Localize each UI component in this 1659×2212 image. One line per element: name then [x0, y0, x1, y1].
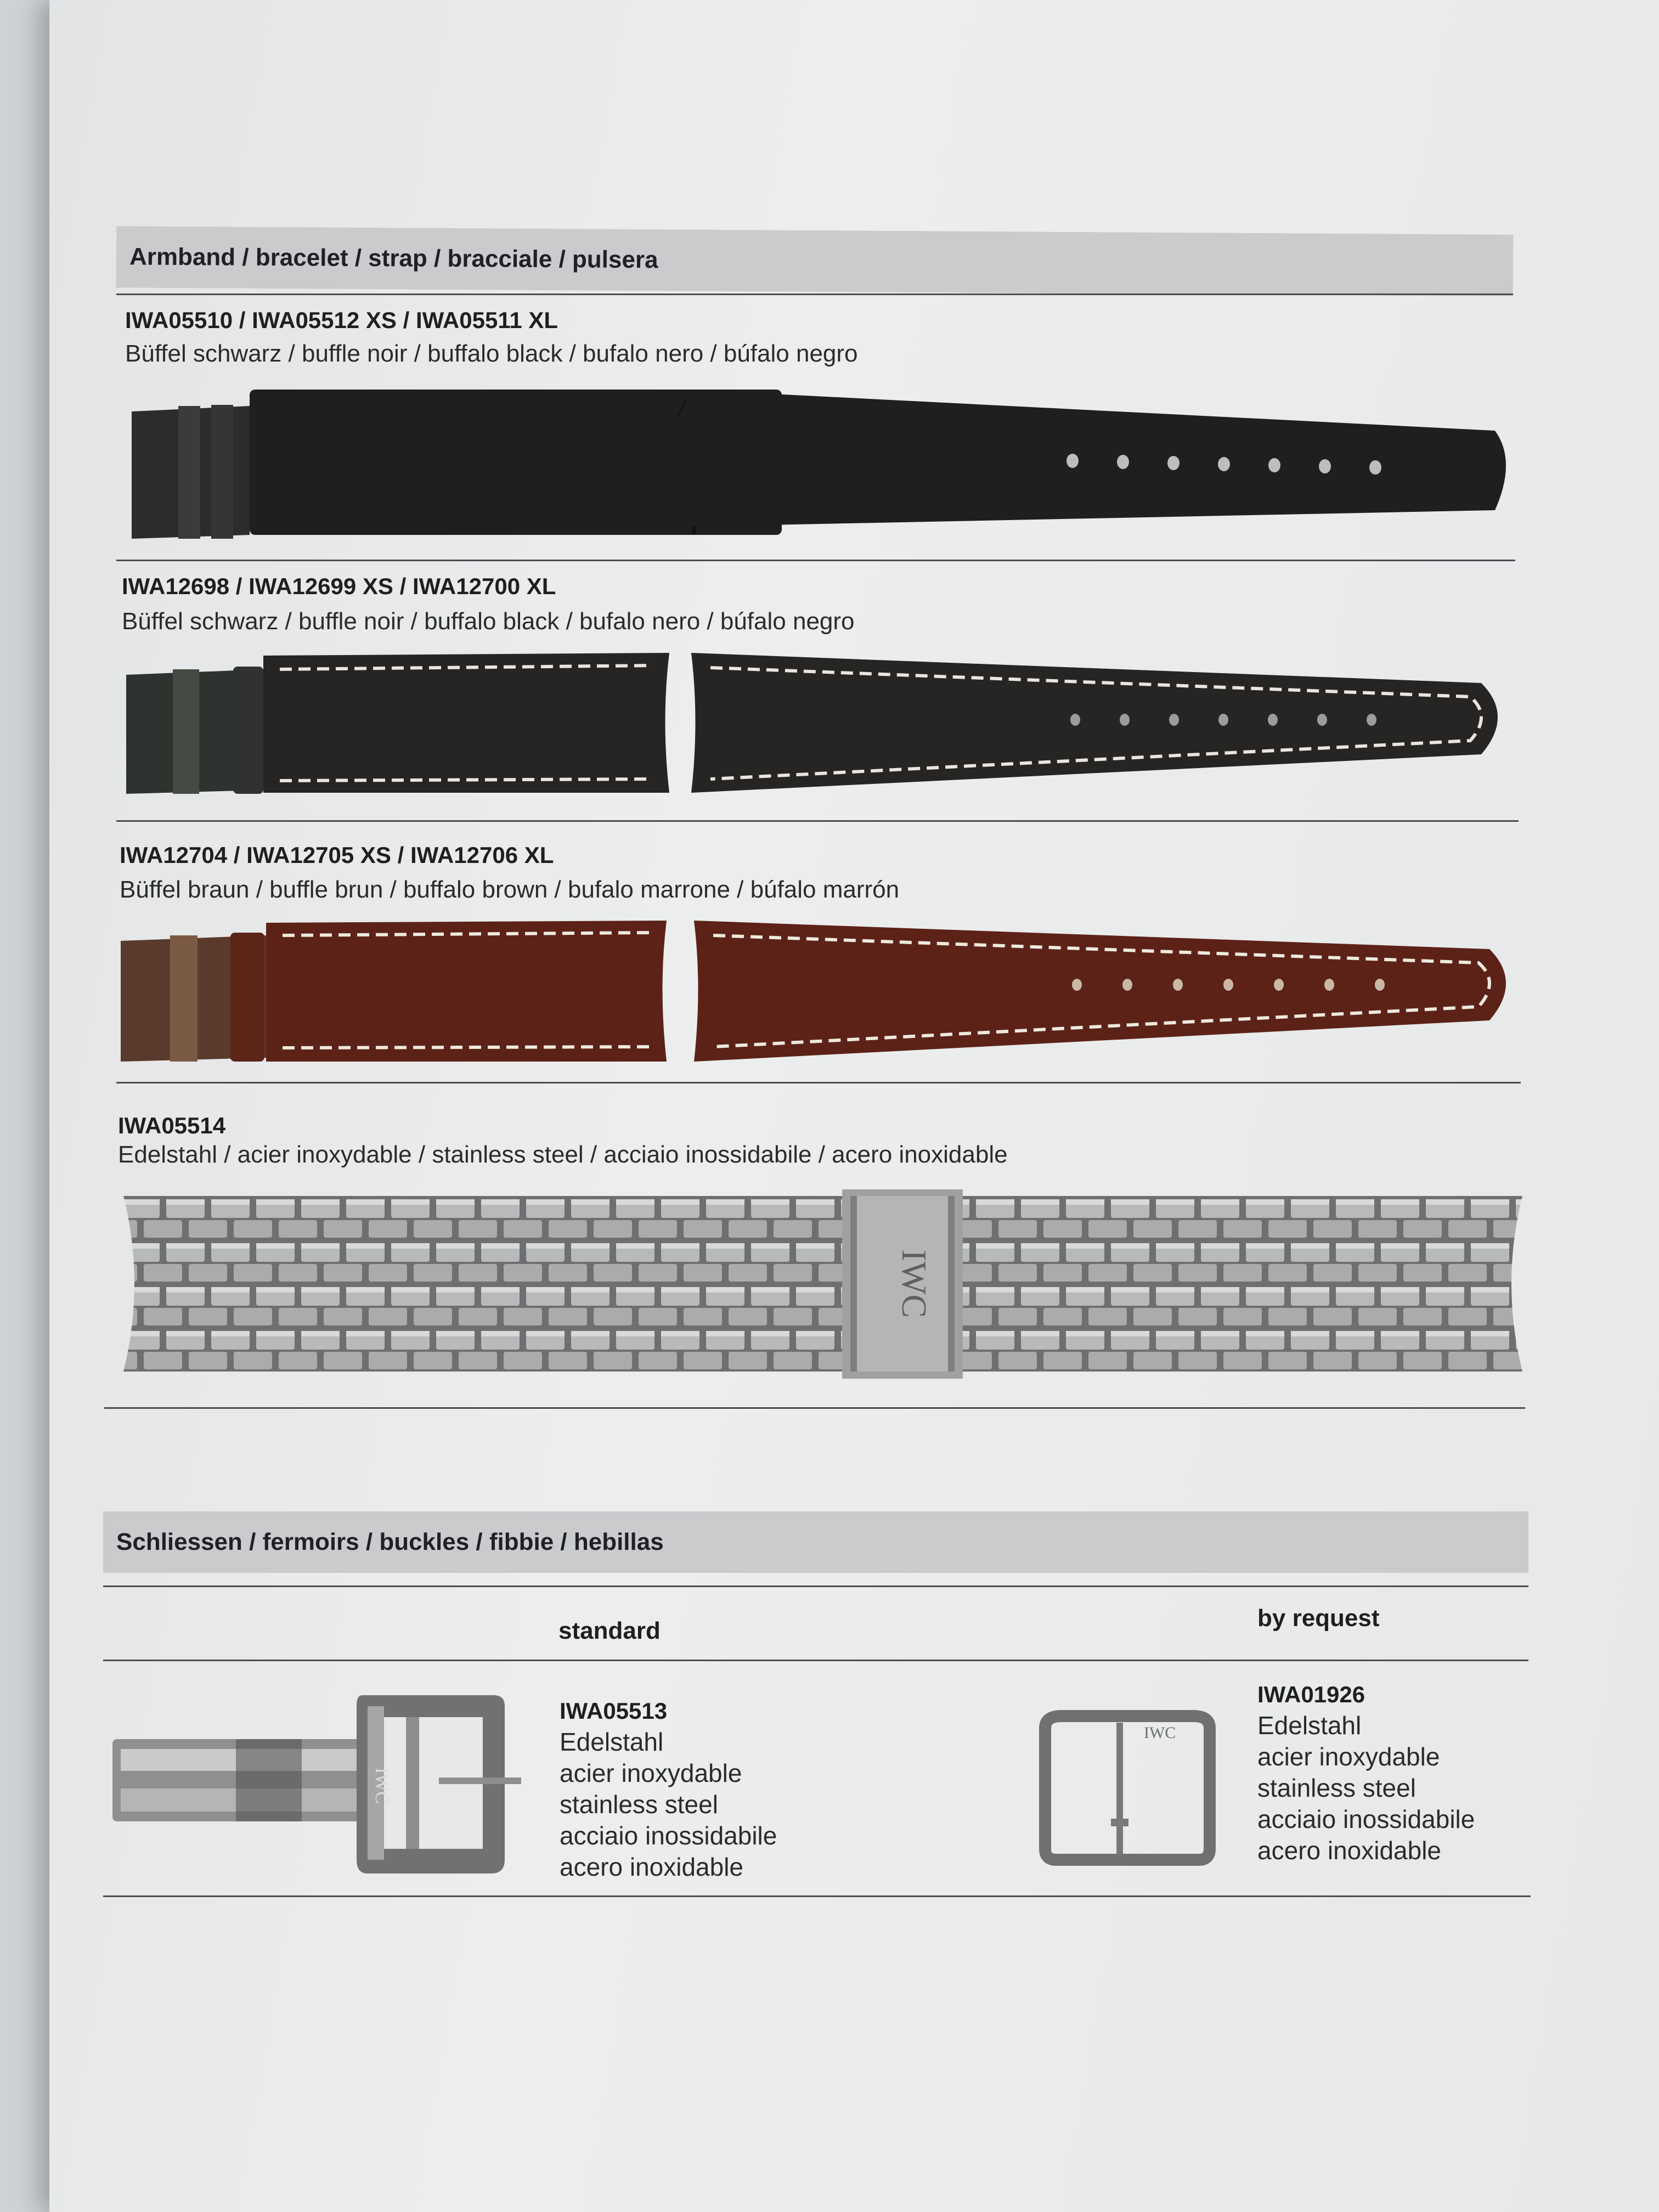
strap-1-divider — [116, 560, 1515, 561]
buckles-header-divider — [103, 1585, 1528, 1587]
standard-buckle-line-4: acciaio inossidabile — [560, 1821, 777, 1850]
strap-2-image — [121, 645, 1520, 809]
by-request-buckle-details — [1257, 1679, 1475, 1866]
deployant-buckle-image — [110, 1684, 538, 1882]
standard-buckle-line-5: acero inoxidable — [560, 1853, 744, 1881]
section-divider — [116, 294, 1513, 295]
standard-buckle-code: IWA05513 — [560, 1698, 668, 1724]
buckles-section-header — [103, 1511, 1528, 1573]
strap-2-description: Büffel schwarz / buffle noir / buffalo black / bufalo nero / búfalo negro — [122, 608, 855, 635]
by-request-buckle-line-4: acciaio inossidabile — [1257, 1805, 1475, 1833]
by-request-label: by request — [1257, 1605, 1380, 1632]
standard-label: standard — [558, 1617, 661, 1644]
bracelet-code: IWA05514 — [118, 1113, 226, 1138]
strap-1-description: Büffel schwarz / buffle noir / buffalo black / bufalo nero / búfalo negro — [125, 340, 858, 367]
bracelet-description: Edelstahl / acier inoxydable / stainless steel / acciaio inossidabile / acero inoxidable — [118, 1141, 1008, 1168]
strap-1-image — [123, 379, 1517, 554]
standard-buckle-line-3: stainless steel — [560, 1790, 718, 1819]
by-request-buckle-line-1: Edelstahl — [1257, 1711, 1362, 1740]
buckles-section-title: Schliessen / fermoirs / buckles / fibbie / hebillas — [116, 1528, 664, 1555]
buckles-bottom-divider — [103, 1895, 1531, 1897]
strap-1-code: IWA05510 / IWA05512 XS / IWA05511 XL — [125, 307, 558, 333]
straps-section-header — [116, 226, 1514, 296]
strap-3-description: Büffel braun / buffle brun / buffalo brown / bufalo marrone / búfalo marrón — [120, 876, 900, 903]
strap-2-code: IWA12698 / IWA12699 XS / IWA12700 XL — [122, 573, 556, 599]
standard-buckle-line-2: acier inoxydable — [560, 1759, 742, 1787]
straps-section-title: Armband / bracelet / strap / bracciale / pulsera — [129, 243, 658, 274]
bracelet-clasp-logo: IWC — [895, 1249, 934, 1318]
strap-3-image — [118, 911, 1522, 1075]
pin-buckle-logo: IWC — [1144, 1724, 1176, 1742]
by-request-buckle-line-2: acier inoxydable — [1257, 1742, 1440, 1771]
pin-buckle-image — [1034, 1712, 1221, 1871]
standard-buckle-logo: IWC — [371, 1767, 392, 1804]
by-request-buckle-line-3: stainless steel — [1257, 1774, 1416, 1802]
strap-3-divider — [116, 1082, 1521, 1084]
standard-buckle-details — [560, 1695, 777, 1883]
strap-2-divider — [116, 820, 1519, 822]
strap-3-code: IWA12704 / IWA12705 XS / IWA12706 XL — [120, 842, 554, 868]
buckles-subheader-divider — [103, 1660, 1528, 1661]
bracelet-divider — [104, 1407, 1525, 1409]
by-request-buckle-code: IWA01926 — [1257, 1681, 1365, 1707]
by-request-buckle-line-5: acero inoxidable — [1257, 1836, 1442, 1865]
bracelet-image — [118, 1185, 1533, 1393]
standard-buckle-line-1: Edelstahl — [560, 1728, 664, 1756]
